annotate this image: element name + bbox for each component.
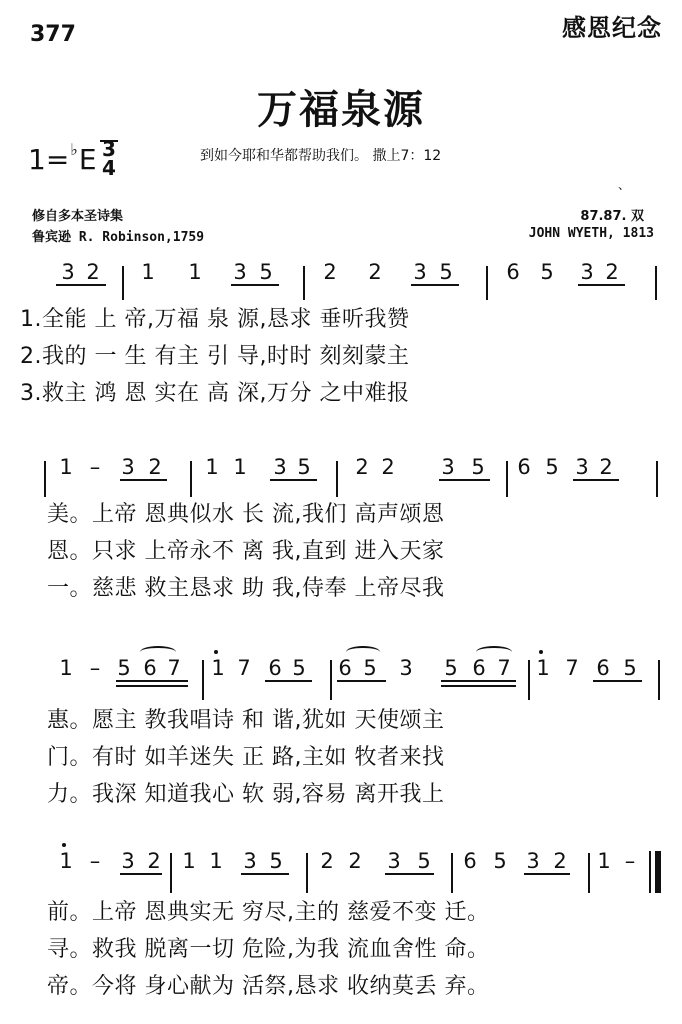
note: 5 [540,260,554,284]
barline [170,853,172,893]
barline [44,461,46,497]
barline [303,266,305,300]
note: 2 [355,455,369,479]
barline [451,853,453,893]
note: 3 [413,260,427,284]
note: 6 [506,260,520,284]
barline [656,461,658,497]
note: 1 [209,849,223,873]
time-sig-divider [100,140,118,142]
beam-underline [439,479,490,481]
lyric-line: 寻。救我 脱离一切 危险,为我 流血舍性 命。 [47,937,490,962]
note: – [89,656,101,680]
lyric-line: 恩。只求 上帝永不 离 我,直到 进入天家 [47,539,445,564]
note: 3 [121,455,135,479]
page-number: 377 [30,22,76,47]
note: 1 [182,849,196,873]
note: 3 [441,455,455,479]
note: 5 [439,260,453,284]
beam-underline [524,873,570,875]
lyric-line: 力。我深 知道我心 软 弱,容易 离开我上 [47,782,445,807]
note: 2 [368,260,382,284]
note: 1 [536,656,550,680]
note: 7 [497,656,511,680]
lyric-line: 惠。愿主 教我唱诗 和 谐,犹如 天使颂主 [47,708,445,733]
octave-dot [214,650,218,654]
barline [330,660,332,700]
note: 1 [211,656,225,680]
slur-arc [140,646,176,658]
beam-underline [411,284,459,286]
note: – [89,849,101,873]
note: 1 [597,849,611,873]
lyric-line: 帝。今将 身心献为 活祭,恳求 收纳莫丢 弃。 [47,974,490,999]
note: 5 [545,455,559,479]
text-source-line-2: 鲁宾逊 R. Robinson,1759 [32,230,205,245]
note: 3 [387,849,401,873]
note: 2 [320,849,334,873]
barline [655,266,657,300]
beam-underline [56,284,106,286]
slur-arc [476,646,512,658]
note: 5 [444,656,458,680]
note: 2 [323,260,337,284]
note: 5 [117,656,131,680]
key-note: E [78,143,97,176]
note: 1 [59,656,73,680]
beam-underline [231,284,279,286]
barline [528,660,530,700]
lyric-line: 1.全能 上 帝,万福 泉 源,恳求 垂听我赞 [20,307,410,332]
note: – [624,849,636,873]
note: 5 [417,849,431,873]
note: 6 [338,656,352,680]
lyric-line: 一。慈悲 救主恳求 助 我,侍奉 上帝尽我 [47,576,445,601]
barline [336,461,338,497]
note: 3 [526,849,540,873]
note: 1 [59,849,73,873]
lyric-line: 前。上帝 恩典实无 穷尽,主的 慈爱不变 迁。 [47,900,490,925]
final-barline [655,851,661,893]
key-prefix: 1= [28,143,70,176]
time-sig-bottom: 4 [102,156,116,180]
note: 3 [243,849,257,873]
note: 2 [381,455,395,479]
beam-underline [120,873,162,875]
note: 6 [463,849,477,873]
note: 6 [517,455,531,479]
barline [588,853,590,893]
beam-underline [441,680,516,682]
text-source-line-1: 修自多本圣诗集 [32,209,124,224]
flat-sign: ♭ [70,140,78,159]
note: 3 [233,260,247,284]
note: 7 [565,656,579,680]
note: 1 [205,455,219,479]
note: 5 [297,455,311,479]
hymn-title: 万福泉源 [257,87,425,133]
note: 2 [348,849,362,873]
beam-underline [120,479,167,481]
time-signature [102,137,116,180]
note: 3 [580,260,594,284]
note: 1 [141,260,155,284]
note: 6 [268,656,282,680]
note: 7 [167,656,181,680]
beam-underline [337,680,386,682]
note: 2 [148,455,162,479]
note: 5 [269,849,283,873]
beam-underline [116,680,188,682]
scripture-reference: 到如今耶和华都帮助我们。 撒上7：12 [200,148,442,164]
barline [306,853,308,893]
note: 7 [237,656,251,680]
time-sig-top: 3 [102,137,116,161]
barline [658,660,660,700]
note: 2 [599,455,613,479]
octave-dot [62,843,66,847]
note: 3 [399,656,413,680]
lyric-line: 2.我的 一 生 有主 引 导,时时 刻刻蒙主 [20,344,410,369]
note: 5 [292,656,306,680]
note: 6 [596,656,610,680]
note: 1 [59,455,73,479]
note: 6 [472,656,486,680]
key-signature [28,140,97,176]
beam-underline [265,680,312,682]
octave-dot [539,650,543,654]
note: 3 [61,260,75,284]
slur-arc [346,646,380,658]
category-label: 感恩纪念 [562,14,662,42]
meter: 87.87. 双 [580,209,644,224]
note: 3 [121,849,135,873]
beam-underline [441,685,516,687]
barline [202,660,204,700]
note: 5 [259,260,273,284]
beam-underline [578,284,625,286]
note: 5 [471,455,485,479]
note: 3 [575,455,589,479]
lyric-line: 3.救主 鸿 恩 实在 高 深,万分 之中难报 [20,381,410,406]
barline [190,461,192,497]
note: – [89,455,101,479]
note: 6 [143,656,157,680]
note: 5 [363,656,377,680]
note: 1 [233,455,247,479]
barline [506,461,508,497]
final-barline [649,851,651,893]
barline [122,266,124,300]
lyric-line: 门。有时 如羊迷失 正 路,主如 牧者来找 [47,745,445,770]
note: 2 [605,260,619,284]
note: 5 [623,656,637,680]
beam-underline [116,685,188,687]
note: 5 [493,849,507,873]
beam-underline [241,873,289,875]
beam-underline [573,479,619,481]
beam-underline [593,680,642,682]
note: 2 [147,849,161,873]
note: 2 [86,260,100,284]
lyric-line: 美。上帝 恩典似水 长 流,我们 高声颂恩 [47,502,445,527]
stray-mark: 、 [618,178,631,192]
barline [486,266,488,300]
note: 3 [273,455,287,479]
beam-underline [270,479,317,481]
beam-underline [385,873,434,875]
note: 1 [188,260,202,284]
note: 2 [553,849,567,873]
composer: JOHN WYETH, 1813 [528,226,654,241]
